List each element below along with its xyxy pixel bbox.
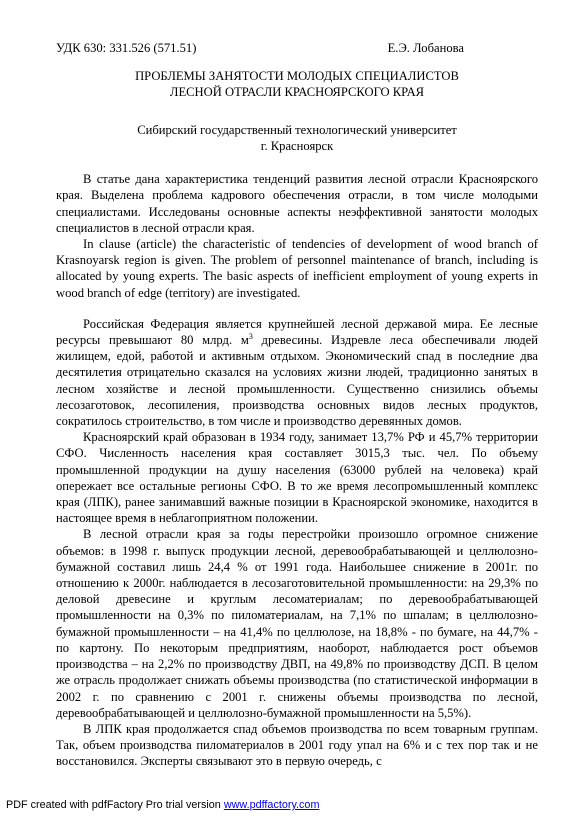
body-paragraph-1-part-a: Российская Федерация является крупнейшей лесной державой мира. Ее лесные ресурсы превышают 80 млрд. м (56, 316, 538, 348)
body-paragraph-1 (56, 316, 538, 429)
affiliation (56, 122, 538, 154)
affiliation-line-1: Сибирский государственный технологический университет (137, 123, 457, 138)
body-paragraph-4: В ЛПК края продолжается спад объемов производства по всем товарным группам. Так, объем производства пиломатериалов в 2001 году упал на 6% и с тех пор так и не восстановился. Эксперты связывают это в первую очередь, с (56, 721, 538, 769)
abstract-ru: В статье дана характеристика тенденций развития лесной отрасли Красноярского края. Выделена проблема кадрового обеспечения отрасли, в том числе молодыми специалистами. Исследованы основные аспекты неэффективной занятости молодых специалистов в лесной отрасли края. (56, 172, 538, 235)
footer-text: PDF created with pdfFactory Pro trial version (6, 799, 224, 811)
title-line-1: ПРОБЛЕМЫ ЗАНЯТОСТИ МОЛОДЫХ СПЕЦИАЛИСТОВ (135, 69, 459, 84)
body-paragraph-1-part-b: древесины. Издревле леса обеспечивали людей жилищем, едой, работой и активным отдыхом. Экономический спад в последние два десятилетия отрицательно сказался на условиях жизни людей, традиционно занятых в лесном хозяйстве и лесной промышленности. Существенно снизились объемы лесозаготовок, лесопиления, производства основных видов лесных продуктов, сократилось строительство, в том числе и производство деревянных домов. (56, 333, 538, 429)
abstract-en: In clause (article) the characteristic of tendencies of development of wood branch of Krasnoyarsk region is given. The problem of personnel maintenance of branch, including is allocated by young experts. The basic aspects of inefficient employment of young experts in wood branch of edge (territory) are investigated. (56, 237, 538, 300)
affiliation-line-2: г. Красноярск (260, 139, 334, 154)
footer-link[interactable]: www.pdffactory.com (223, 799, 320, 811)
spacer (56, 301, 538, 316)
udc-code: УДК 630: 331.526 (571.51) (56, 41, 197, 55)
body-paragraph-2: Красноярский край образован в 1934 году, занимает 13,7% РФ и 45,7% территории СФО. Численность населения края составляет 3015,3 тыс. чел. По объему промышленной продукции на душу населения (63000 рублей на человека) край опережает все остальные регионы СФО. В то же время лесопромышленный комплекс края (ЛПК), ранее занимавший важные позиции в Красноярской экономике, находится в настоящее время в неблагоприятном положении. (56, 430, 538, 526)
superscript-3: 3 (248, 331, 253, 341)
header-line (56, 40, 538, 56)
pdf-footer (6, 799, 319, 811)
article-title (56, 68, 538, 100)
document-page (56, 40, 538, 770)
author-name: Е.Э. Лобанова (387, 41, 464, 55)
title-line-2: ЛЕСНОЙ ОТРАСЛИ КРАСНОЯРСКОГО КРАЯ (169, 85, 425, 100)
body-paragraph-3: В лесной отрасли края за годы перестройки произошло огромное снижение объемов: в 1998 г. выпуск продукции лесной, деревообрабатывающей и целлюлозно-бумажной составил лишь 24,4 % от 1991 года. Наибольшее снижение в 2001г. по отношению к 2000г. наблюдается в лесозаготовительной промышленности: на 29,3% по деловой древесине и круглым лесоматериалам; по деревообрабатывающей промышленности на 0,3% по пиломатериалам, на 7,1% по шпалам; в целлюлозно-бумажной промышленности – на 41,4% по целлюлозе, на 18,8% - по бумаге, на 44,7% - по картону. По некоторым предприятиям, наоборот, наблюдается рост объемов производства – на 2,2% по производству ДВП, на 49,8% по производству ДСП. В целом же отрасль продолжает снижать объемы производства (по статистической информации в 2002 г. по сравнению с 2001 г. снижены объемы производства по лесной, деревообрабатывающей и целлюлозно-бумажной промышленности на 5,5%). (56, 527, 538, 720)
